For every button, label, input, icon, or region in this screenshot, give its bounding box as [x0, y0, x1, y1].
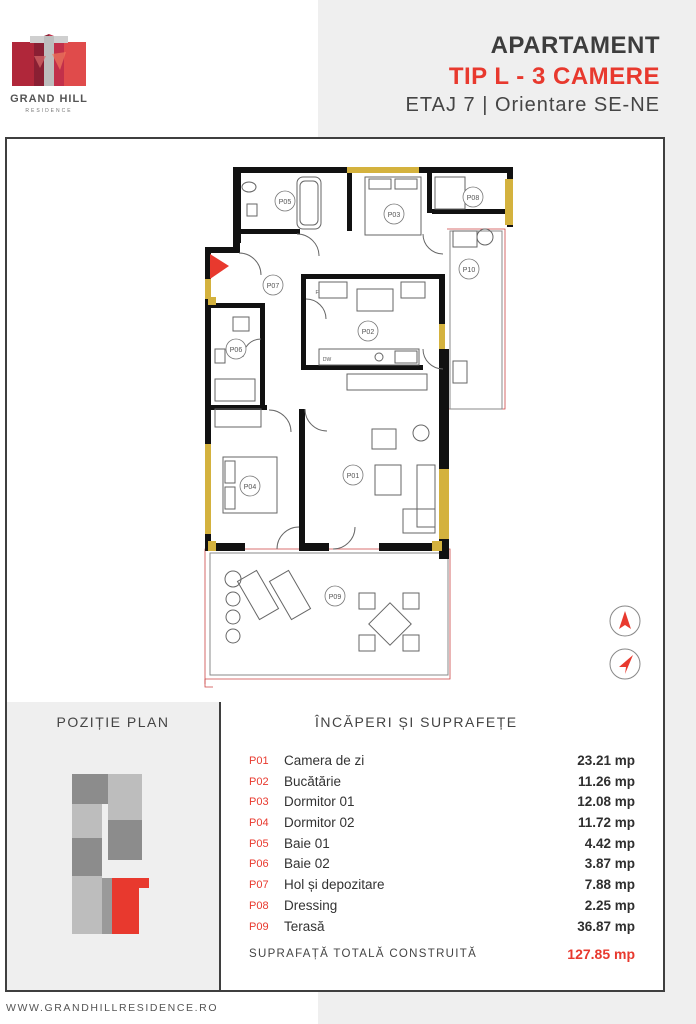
entrance-arrow-icon	[210, 254, 229, 279]
room-area: 11.26 mp	[577, 773, 635, 789]
room-code: P06	[249, 858, 269, 871]
room-code: P05	[249, 837, 269, 850]
room-row	[249, 793, 635, 814]
plan-label-p02: P02	[361, 329, 375, 336]
room-code: P08	[249, 899, 269, 912]
room-name: Dressing	[284, 897, 338, 913]
plan-label-p06: P06	[229, 347, 243, 354]
plan-label-p09: P09	[328, 594, 342, 601]
floor-orientation: ETAJ 7 | Orientare SE-NE	[405, 94, 660, 116]
plan-label-p01: P01	[346, 473, 360, 480]
room-name: Dormitor 01	[284, 794, 355, 810]
brand-logo[interactable]	[4, 30, 94, 122]
room-area: 4.42 mp	[584, 835, 635, 851]
rooms-title: ÎNCĂPERI ȘI SUPRAFEȚE	[315, 714, 518, 730]
room-row	[249, 918, 635, 939]
floor-plan-drawing	[7, 139, 663, 702]
plan-label-p04: P04	[243, 484, 257, 491]
total-area-label: SUPRAFAȚĂ TOTALĂ CONSTRUITĂ	[249, 948, 478, 960]
apartment-type: TIP L - 3 CAMERE	[448, 63, 660, 90]
room-name: Hol și depozitare	[284, 877, 385, 893]
room-name: Camera de zi	[284, 753, 365, 768]
website-link[interactable]: WWW.GRANDHILLRESIDENCE.RO	[6, 1002, 219, 1014]
room-code: P03	[249, 796, 269, 809]
room-area: 36.87 mp	[577, 918, 635, 934]
room-row	[249, 855, 635, 876]
room-code: P04	[249, 817, 269, 830]
position-title: POZIȚIE PLAN	[56, 714, 170, 730]
position-panel	[7, 702, 221, 990]
plan-label-p07: P07	[266, 283, 280, 290]
room-row	[249, 835, 635, 856]
room-row	[249, 752, 635, 773]
floor-plan-panel	[5, 137, 665, 704]
room-name: Baie 01	[284, 835, 330, 851]
logo-mark-icon	[4, 30, 94, 92]
room-code: P01	[249, 755, 269, 767]
room-area: 3.87 mp	[584, 856, 635, 872]
plan-label-dw: DW	[322, 357, 332, 363]
page-title: APARTAMENT	[490, 32, 660, 59]
room-name: Bucătărie	[284, 773, 342, 789]
room-area: 2.25 mp	[584, 897, 635, 913]
brand-name: GRAND HILL	[10, 93, 88, 105]
room-area: 12.08 mp	[577, 794, 635, 810]
room-area: 23.21 mp	[577, 753, 635, 768]
room-name: Dormitor 02	[284, 815, 355, 831]
plan-label-p05: P05	[278, 199, 292, 206]
room-name: Baie 02	[284, 856, 330, 872]
compass-icon	[610, 606, 640, 636]
room-row	[249, 773, 635, 794]
room-row	[249, 876, 635, 897]
compass-orientation-icon	[610, 649, 640, 679]
room-area: 7.88 mp	[584, 877, 635, 893]
room-code: P07	[249, 879, 269, 892]
brand-subtitle: RESIDENCE	[25, 108, 73, 114]
total-area-value: 127.85 mp	[567, 946, 635, 962]
apartment-position-marker	[112, 878, 149, 934]
room-row	[249, 814, 635, 835]
rooms-list	[249, 752, 635, 938]
plan-label-f: F	[315, 290, 319, 296]
room-row	[249, 897, 635, 918]
plan-label-p08: P08	[466, 195, 480, 202]
info-panel	[5, 702, 665, 992]
room-name: Terasă	[284, 918, 325, 934]
building-position-diagram	[7, 702, 219, 990]
plan-label-p03: P03	[387, 212, 401, 219]
room-code: P09	[249, 920, 269, 933]
room-area: 11.72 mp	[577, 815, 635, 831]
room-code: P02	[249, 775, 269, 788]
plan-label-p10: P10	[462, 267, 476, 274]
